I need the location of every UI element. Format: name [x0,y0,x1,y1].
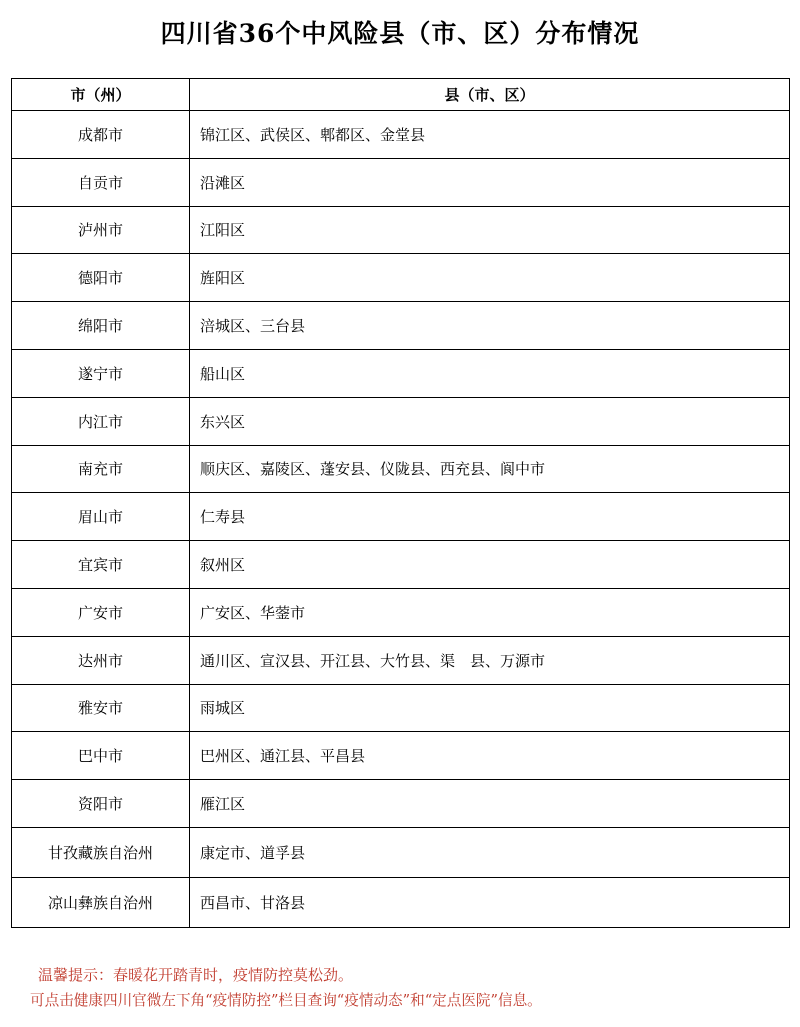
counties-cell: 叙州区 [190,541,790,589]
table-row [12,827,790,877]
counties-cell: 西昌市、甘洛县 [190,877,790,927]
page-title: 四川省36个中风险县（市、区）分布情况 [160,19,640,48]
city-cell: 南充市 [12,445,190,493]
risk-county-table [11,78,790,928]
tip-line-1: 温馨提示：春暖花开踏青时，疫情防控莫松劲。 [38,966,354,984]
table-row [12,877,790,927]
column-header-counties: 县（市、区） [190,79,790,111]
table-header-row [12,79,790,111]
city-cell: 宜宾市 [12,541,190,589]
city-cell: 成都市 [12,111,190,159]
city-cell: 遂宁市 [12,349,190,397]
counties-cell: 雨城区 [190,684,790,732]
table-row [12,780,790,828]
counties-cell: 通川区、宣汉县、开江县、大竹县、渠 县、万源市 [190,636,790,684]
table-row [12,254,790,302]
table-row [12,349,790,397]
counties-cell: 雁江区 [190,780,790,828]
city-cell: 广安市 [12,588,190,636]
table-row [12,111,790,159]
city-cell: 甘孜藏族自治州 [12,827,190,877]
counties-cell: 广安区、华蓥市 [190,588,790,636]
table-row [12,206,790,254]
table-row [12,397,790,445]
counties-cell: 江阳区 [190,206,790,254]
city-cell: 自贡市 [12,158,190,206]
city-cell: 巴中市 [12,732,190,780]
counties-cell: 船山区 [190,349,790,397]
warm-tips [30,962,788,1014]
city-cell: 内江市 [12,397,190,445]
table-row [12,732,790,780]
table-row [12,493,790,541]
table-row [12,684,790,732]
city-cell: 绵阳市 [12,302,190,350]
table-row [12,588,790,636]
counties-cell: 东兴区 [190,397,790,445]
table-row [12,158,790,206]
counties-cell: 顺庆区、嘉陵区、蓬安县、仪陇县、西充县、阆中市 [190,445,790,493]
counties-cell: 旌阳区 [190,254,790,302]
counties-cell: 沿滩区 [190,158,790,206]
city-cell: 德阳市 [12,254,190,302]
counties-cell: 锦江区、武侯区、郫都区、金堂县 [190,111,790,159]
counties-cell: 巴州区、通江县、平昌县 [190,732,790,780]
city-cell: 达州市 [12,636,190,684]
tip-line-2: 可点击健康四川官微左下角“疫情防控”栏目查询“疫情动态”和“定点医院”信息。 [30,992,542,1009]
table-row [12,302,790,350]
city-cell: 雅安市 [12,684,190,732]
city-cell: 眉山市 [12,493,190,541]
city-cell: 泸州市 [12,206,190,254]
city-cell: 凉山彝族自治州 [12,877,190,927]
column-header-city: 市（州） [12,79,190,111]
city-cell: 资阳市 [12,780,190,828]
table-row [12,636,790,684]
counties-cell: 涪城区、三台县 [190,302,790,350]
counties-cell: 康定市、道孚县 [190,827,790,877]
counties-cell: 仁寿县 [190,493,790,541]
table-row [12,445,790,493]
table-row [12,541,790,589]
